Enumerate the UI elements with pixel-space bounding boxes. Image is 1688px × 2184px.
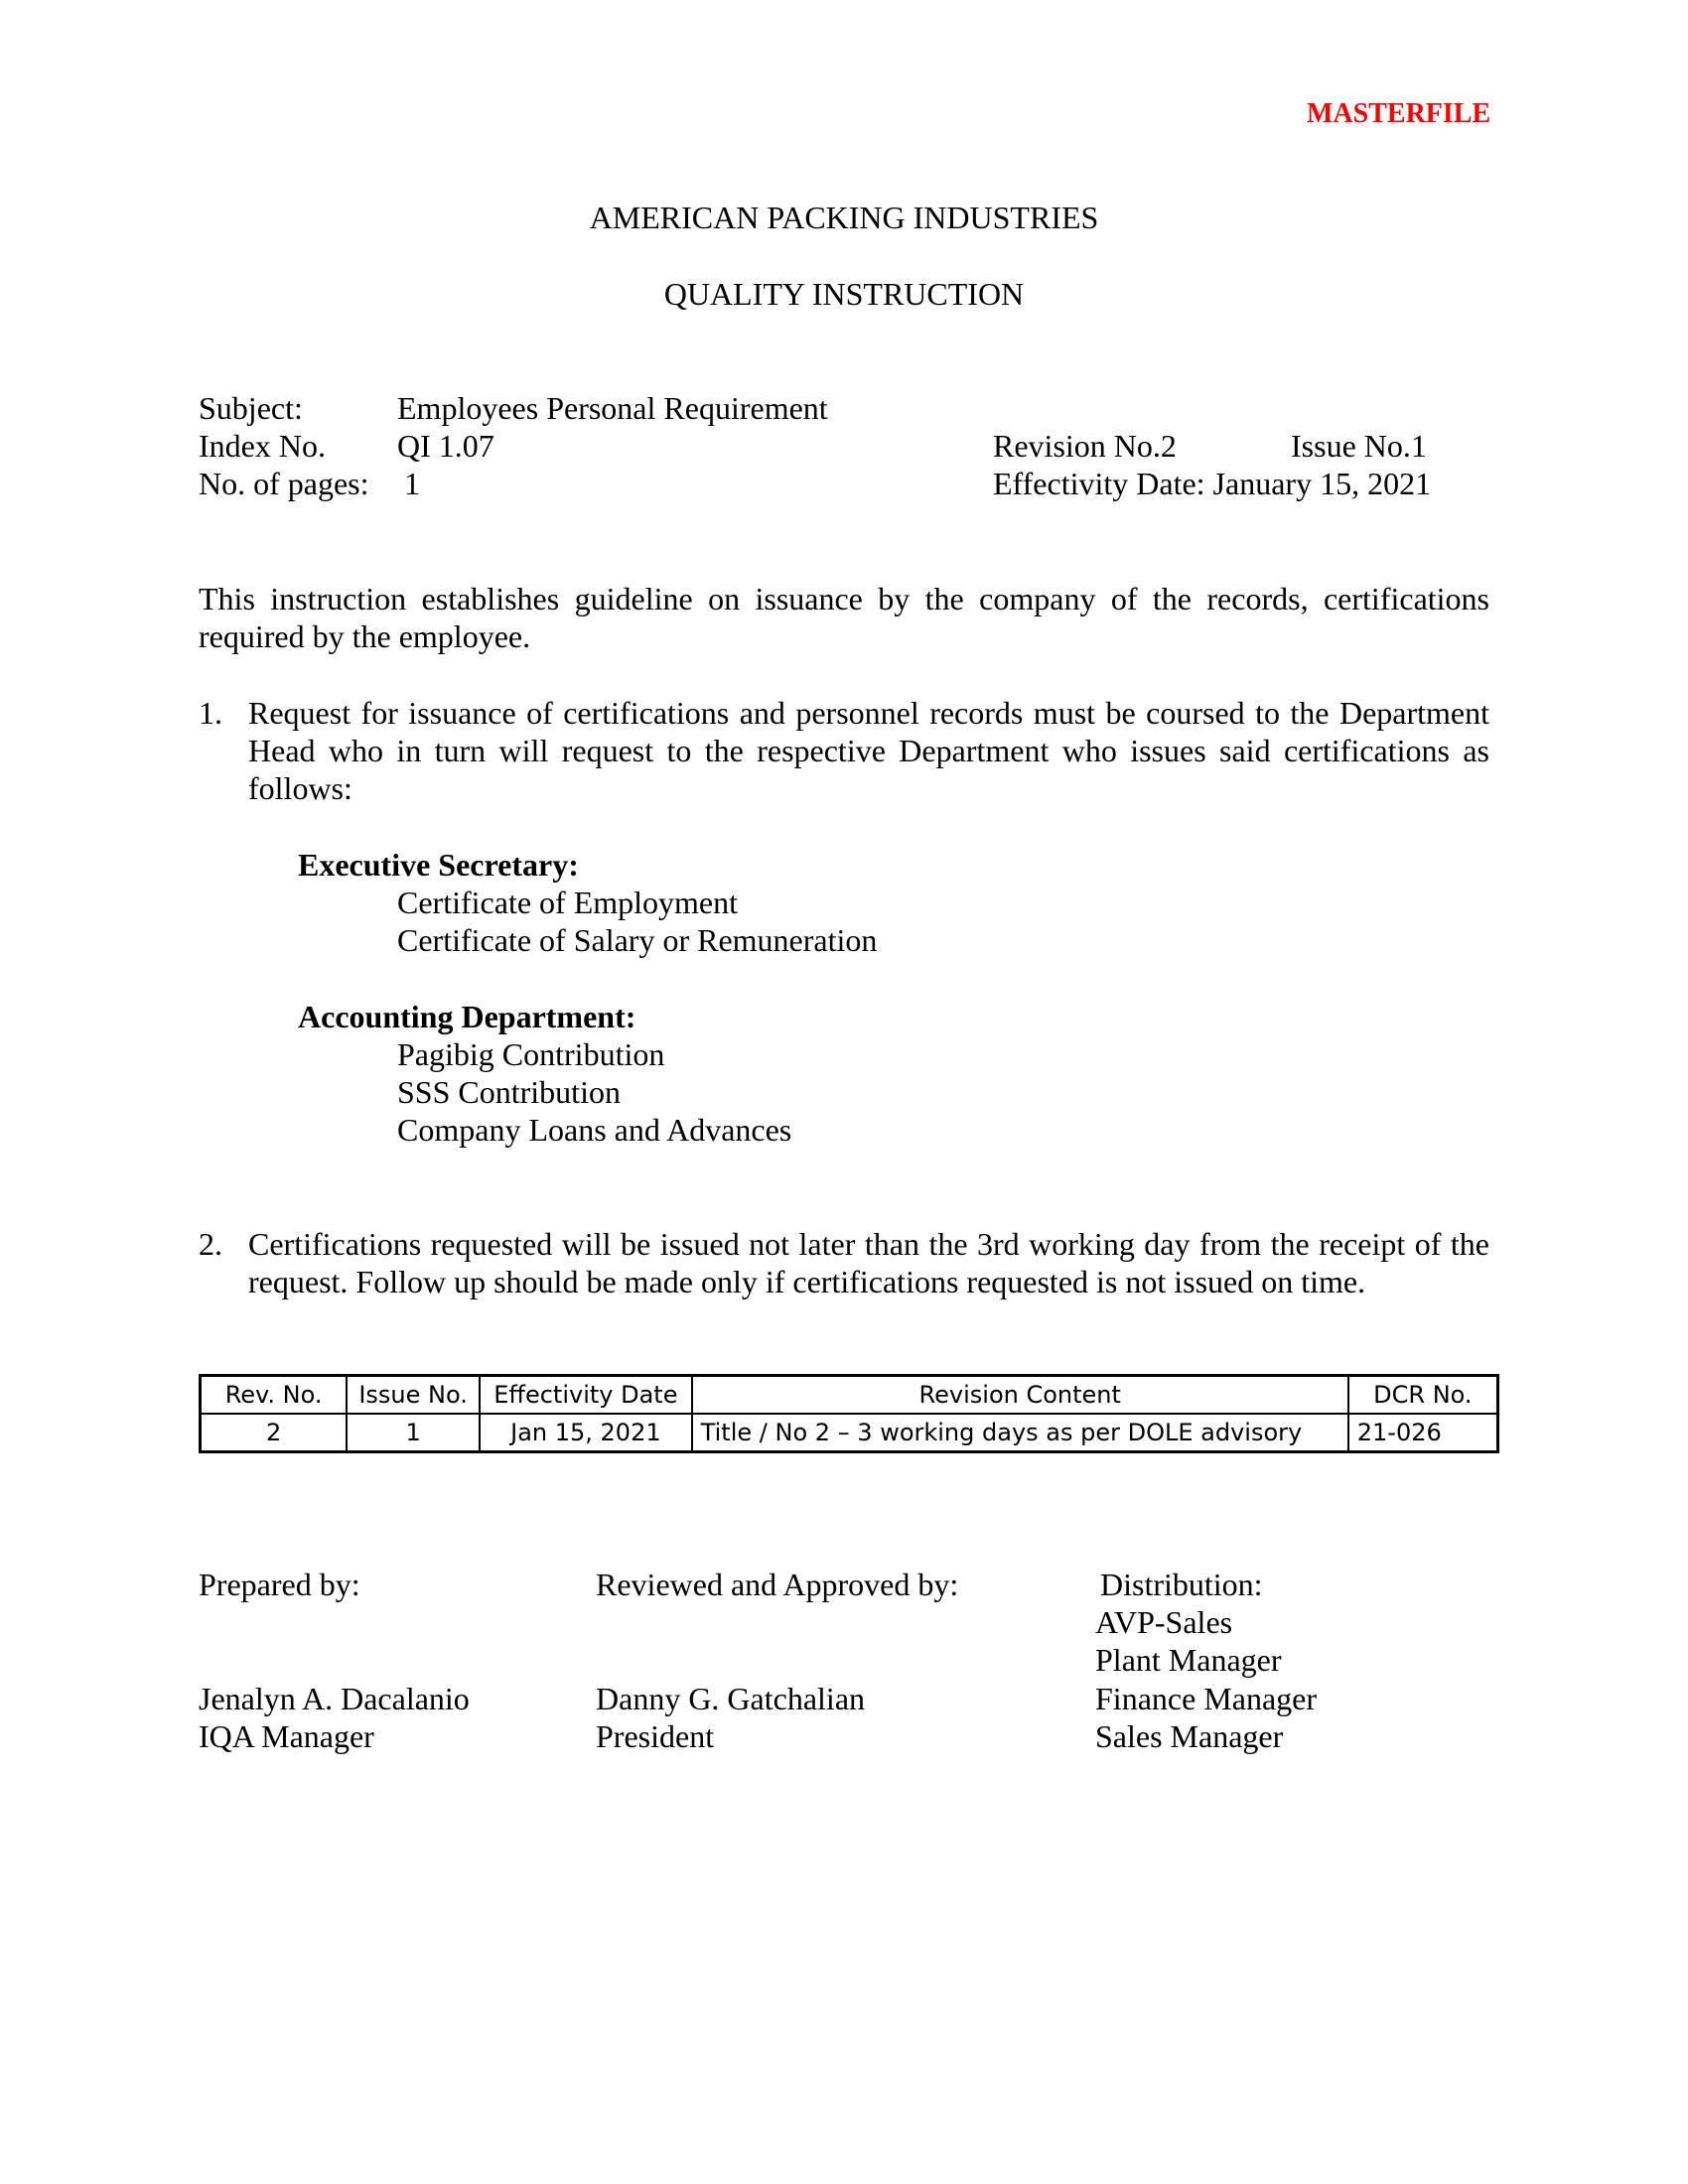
subject-label: Subject: bbox=[199, 390, 303, 426]
item-2-number: 2. bbox=[199, 1226, 222, 1262]
index-value: QI 1.07 bbox=[397, 428, 494, 464]
prepared-by-label: Prepared by: bbox=[199, 1567, 360, 1602]
index-label: Index No. bbox=[199, 428, 326, 464]
pages-label: No. of pages: bbox=[199, 466, 369, 501]
column-header: Effectivity Date bbox=[480, 1376, 692, 1415]
table-header-row bbox=[201, 1376, 1498, 1415]
list-item: SSS Contribution bbox=[397, 1074, 621, 1110]
document-type: QUALITY INSTRUCTION bbox=[663, 276, 1025, 312]
column-header: Issue No. bbox=[347, 1376, 480, 1415]
company-name: AMERICAN PACKING INDUSTRIES bbox=[589, 200, 1099, 235]
prepared-by-title: IQA Manager bbox=[199, 1718, 374, 1754]
distribution-item: Sales Manager bbox=[1095, 1718, 1284, 1754]
masterfile-stamp: MASTERFILE bbox=[1307, 98, 1491, 129]
table-cell: 2 bbox=[201, 1414, 348, 1452]
issue-number: Issue No.1 bbox=[1291, 428, 1427, 464]
approved-by-name: Danny G. Gatchalian bbox=[596, 1681, 866, 1716]
approved-by-title: President bbox=[596, 1718, 715, 1754]
item-2-text: Certifications requested will be issued not later than the 3rd working day from the receipt of the request. Follow up should be made only if certifications requested is not issued on time. bbox=[248, 1226, 1489, 1299]
distribution-item: Finance Manager bbox=[1095, 1681, 1318, 1716]
column-header: Rev. No. bbox=[201, 1376, 348, 1415]
group-heading-executive-secretary: Executive Secretary: bbox=[298, 847, 579, 883]
pages-value: 1 bbox=[404, 466, 420, 501]
prepared-by-name: Jenalyn A. Dacalanio bbox=[199, 1681, 470, 1716]
item-1-text: Request for issuance of certifications and personnel records must be coursed to the Department Head who in turn will request to the respective Department who issues said certifications as follows: bbox=[248, 695, 1489, 806]
table-cell: 1 bbox=[347, 1414, 480, 1452]
group-heading-accounting: Accounting Department: bbox=[298, 999, 636, 1034]
table-cell: Jan 15, 2021 bbox=[480, 1414, 692, 1452]
table-row bbox=[201, 1414, 1498, 1452]
intro-paragraph: This instruction establishes guideline on issuance by the company of the records, certifications required by the employee. bbox=[199, 581, 1489, 654]
column-header: Revision Content bbox=[692, 1376, 1348, 1415]
column-header: DCR No. bbox=[1348, 1376, 1498, 1415]
revision-table bbox=[199, 1374, 1499, 1453]
table-cell: Title / No 2 – 3 working days as per DOLE advisory bbox=[692, 1414, 1348, 1452]
revision-number: Revision No.2 bbox=[993, 428, 1177, 464]
list-item: Pagibig Contribution bbox=[397, 1036, 665, 1072]
distribution-label: Distribution: bbox=[1100, 1567, 1263, 1602]
approved-by-label: Reviewed and Approved by: bbox=[596, 1567, 959, 1602]
item-1-number: 1. bbox=[199, 695, 222, 731]
distribution-item: AVP-Sales bbox=[1095, 1604, 1233, 1640]
list-item: Certificate of Salary or Remuneration bbox=[397, 922, 878, 958]
subject-value: Employees Personal Requirement bbox=[397, 390, 828, 426]
list-item: Certificate of Employment bbox=[397, 885, 738, 920]
distribution-item: Plant Manager bbox=[1095, 1642, 1282, 1678]
list-item: Company Loans and Advances bbox=[397, 1112, 792, 1148]
table-cell: 21-026 bbox=[1348, 1414, 1498, 1452]
effectivity-date: Effectivity Date: January 15, 2021 bbox=[993, 466, 1432, 501]
